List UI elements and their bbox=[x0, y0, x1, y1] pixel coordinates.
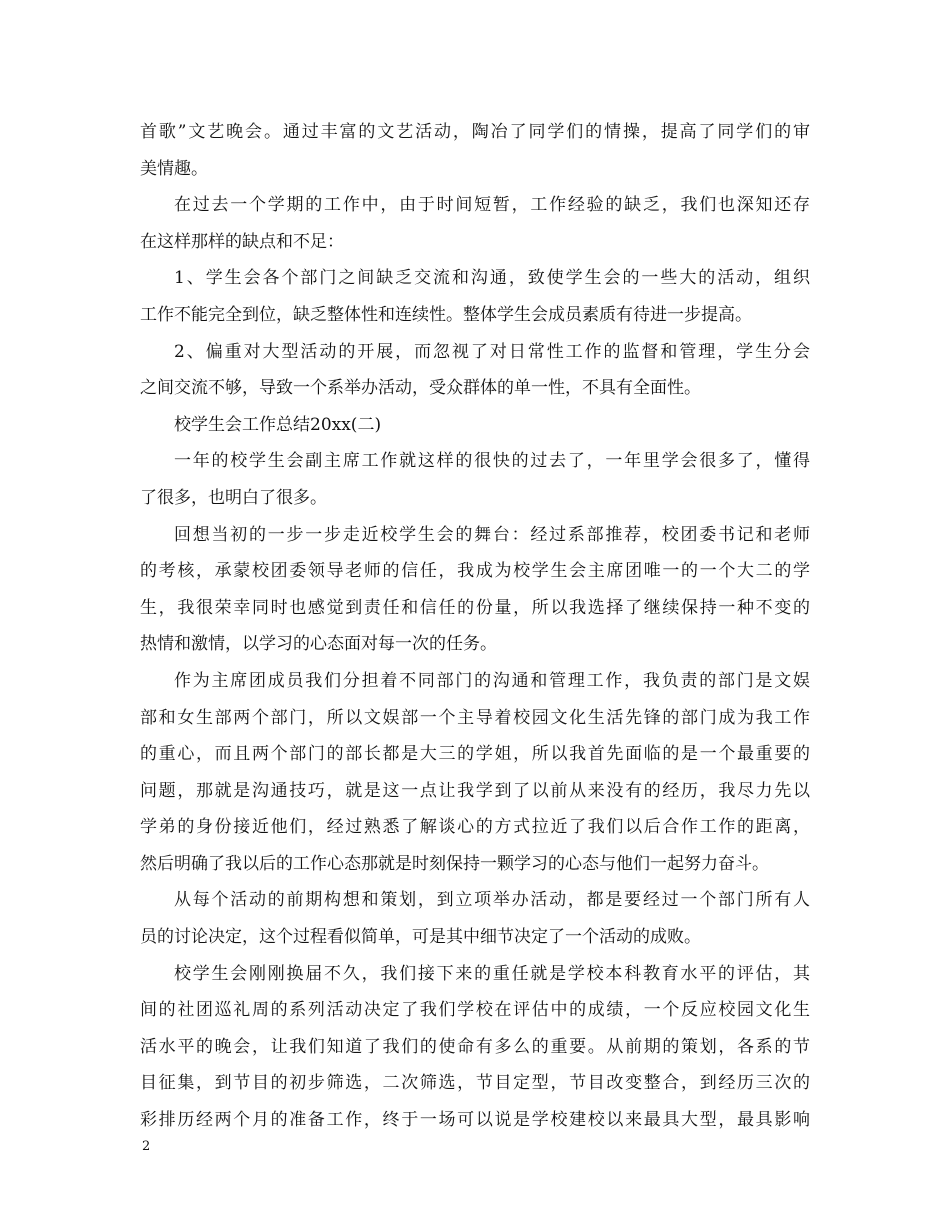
text-line: 作为主席团成员我们分担着不同部门的沟通和管理工作，我负责的部门是文娱 bbox=[174, 670, 810, 691]
text-line: 工作不能完全到位，缺乏整体性和连续性。整体学生会成员素质有待进一步提高。 bbox=[140, 304, 752, 325]
text-line: 问题，那就是沟通技巧，就是这一点让我学到了以前从来没有的经历，我尽力先以 bbox=[140, 780, 810, 801]
text-line: 间的社团巡礼周的系列活动决定了我们学校在评估中的成绩，一个反应校园文化生 bbox=[140, 1000, 810, 1021]
text-line: 生，我很荣幸同时也感觉到责任和信任的份量，所以我选择了继续保持一种不变的 bbox=[140, 597, 810, 618]
text-line: 校学生会工作总结20xx(二) bbox=[174, 414, 382, 435]
text-line: 彩排历经两个月的准备工作，终于一场可以说是学校建校以来最具大型，最具影响 bbox=[140, 1110, 810, 1131]
text-line: 的重心，而且两个部门的部长都是大三的学姐，所以我首先面临的是一个最重要的 bbox=[140, 744, 810, 765]
text-line: 在这样那样的缺点和不足： bbox=[140, 231, 344, 252]
text-line: 1、学生会各个部门之间缺乏交流和沟通，致使学生会的一些大的活动，组织 bbox=[174, 268, 810, 289]
text-line: 之间交流不够，导致一个系举办活动，受众群体的单一性，不具有全面性。 bbox=[140, 378, 701, 399]
text-line: 然后明确了我以后的工作心态那就是时刻保持一颗学习的心态与他们一起努力奋斗。 bbox=[140, 853, 769, 874]
text-line: 学弟的身份接近他们，经过熟悉了解谈心的方式拉近了我们以后合作工作的距离， bbox=[140, 817, 810, 838]
text-line: 首歌”文艺晚会。通过丰富的文艺活动，陶冶了同学们的情操，提高了同学们的审 bbox=[140, 122, 810, 142]
text-line: 2、偏重对大型活动的开展，而忽视了对日常性工作的监督和管理，学生分会 bbox=[174, 341, 810, 362]
text-line: 目征集，到节目的初步筛选，二次筛选，节目定型，节目改变整合，到经历三次的 bbox=[140, 1073, 810, 1094]
text-line: 部和女生部两个部门，所以文娱部一个主导着校园文化生活先锋的部门成为我工作 bbox=[140, 707, 810, 728]
text-line: 一年的校学生会副主席工作就这样的很快的过去了，一年里学会很多了，懂得 bbox=[174, 451, 810, 472]
text-line: 回想当初的一步一步走近校学生会的舞台：经过系部推荐，校团委书记和老师 bbox=[174, 524, 810, 545]
text-line: 了很多，也明白了很多。 bbox=[140, 487, 327, 508]
text-line: 员的讨论决定，这个过程看似简单，可是其中细节决定了一个活动的成败。 bbox=[140, 927, 701, 948]
document-body bbox=[140, 114, 810, 1139]
text-line: 从每个活动的前期构想和策划，到立项举办活动，都是要经过一个部门所有人 bbox=[174, 890, 810, 911]
text-line: 美情趣。 bbox=[140, 158, 208, 179]
text-line: 活水平的晚会，让我们知道了我们的使命有多么的重要。从前期的策划，各系的节 bbox=[140, 1036, 810, 1057]
page-number: 2 bbox=[142, 1139, 151, 1154]
text-line: 的考核，承蒙校团委领导老师的信任，我成为校学生会主席团唯一的一个大二的学 bbox=[140, 561, 810, 582]
text-line: 在过去一个学期的工作中，由于时间短暂，工作经验的缺乏，我们也深知还存 bbox=[174, 195, 810, 216]
text-line: 热情和激情，以学习的心态面对每一次的任务。 bbox=[140, 634, 497, 655]
text-line: 校学生会刚刚换届不久，我们接下来的重任就是学校本科教育水平的评估，其 bbox=[174, 963, 810, 984]
